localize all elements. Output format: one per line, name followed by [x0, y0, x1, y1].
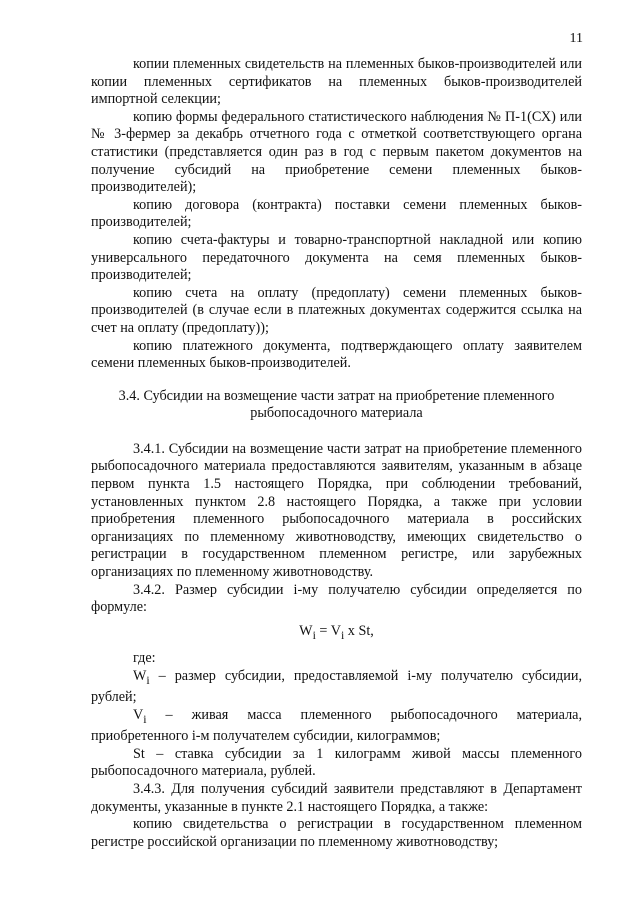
section-heading [91, 388, 582, 423]
definition-w [91, 668, 582, 707]
paragraph-payment-document: копию платежного документа, подтверждающего оплату заявителем семени племенных быков-производителей. [91, 337, 582, 372]
formula-w-sub: i [312, 627, 316, 642]
page-number: 11 [569, 31, 583, 46]
formula-w: W [299, 622, 313, 639]
definition-v-symbol: V [133, 706, 144, 723]
definition-w-symbol: W [133, 667, 147, 684]
paragraph-statistics-form: копию формы федерального статистического наблюдения № П-1(СХ) или № 3-фермер за декабрь отчетного года с отметкой соответствующего органа статистики (представляется один раз в год с первым пакетом документов на получение субсидий на приобретение семени племенных быков-производителей); [91, 108, 582, 196]
paragraph-3-4-1: 3.4.1. Субсидии на возмещение части затрат на приобретение племенного рыбопосадочного материала предоставляются заявителям, указанным в абзаце первом пункта 1.5 настоящего Порядка, при соблюдении требований, установленных пунктом 2.8 настоящего Порядка, а также при условии приобретения племенного рыбопосадочного материала в российских организациях по племенному животноводству, имеющих свидетельство о регистрации в государственном племенном регистре, или зарубежных организациях по племенному животноводству. [91, 440, 582, 581]
definition-w-text: – размер субсидии, предоставляемой i-му получателю субсидии, рублей; [91, 667, 582, 706]
paragraph-breeding-certificates: копии племенных свидетельств на племенных быков-производителей или копии племенных сертификатов на племенных быков-производителей импортной селекции; [91, 56, 582, 108]
formula-equals: = [315, 622, 331, 639]
formula-where: где: [133, 650, 156, 667]
definition-w-sub: i [146, 672, 150, 687]
paragraph-3-4-3: 3.4.3. Для получения субсидий заявители представляют в Департамент документы, указанные в пункте 2.1 настоящего Порядка, а также: [91, 781, 582, 815]
formula-v: V [330, 622, 341, 639]
subsidy-formula [91, 617, 582, 650]
formula-v-sub: i [340, 627, 345, 642]
definition-v-sub: i [143, 711, 147, 726]
paragraph-payment-invoice: копию счета на оплату (предоплату) семени племенных быков-производителей (в случае если в платежных документах содержится ссылка на счет на оплату (предоплату)); [91, 284, 582, 336]
definition-st: St – ставка субсидии за 1 килограмм живой массы племенного рыбопосадочного материала, рублей. [91, 745, 582, 780]
section-heading-line-2: рыбопосадочного материала [250, 405, 423, 422]
paragraph-supply-contract: копию договора (контракта) поставки семени племенных быков-производителей; [91, 196, 582, 231]
formula-rest: x St, [344, 622, 374, 639]
paragraph-invoice: копию счета-фактуры и товарно-транспортной накладной или копию универсального передаточного документа на семя племенных быков-производителей; [91, 231, 582, 284]
definition-v-text: – живая масса племенного рыбопосадочного материала, приобретенного i-м получателем субсидии, килограммов; [91, 706, 582, 745]
section-heading-line-1: 3.4. Субсидии на возмещение части затрат на приобретение племенного [118, 387, 555, 404]
document-body [91, 56, 582, 851]
definition-v [91, 707, 582, 746]
paragraph-3-4-2: 3.4.2. Размер субсидии i-му получателю субсидии определяется по формуле: [91, 581, 582, 616]
paragraph-registration-certificate: копию свидетельства о регистрации в государственном племенном регистре российской организации по племенному животноводству; [91, 816, 582, 850]
